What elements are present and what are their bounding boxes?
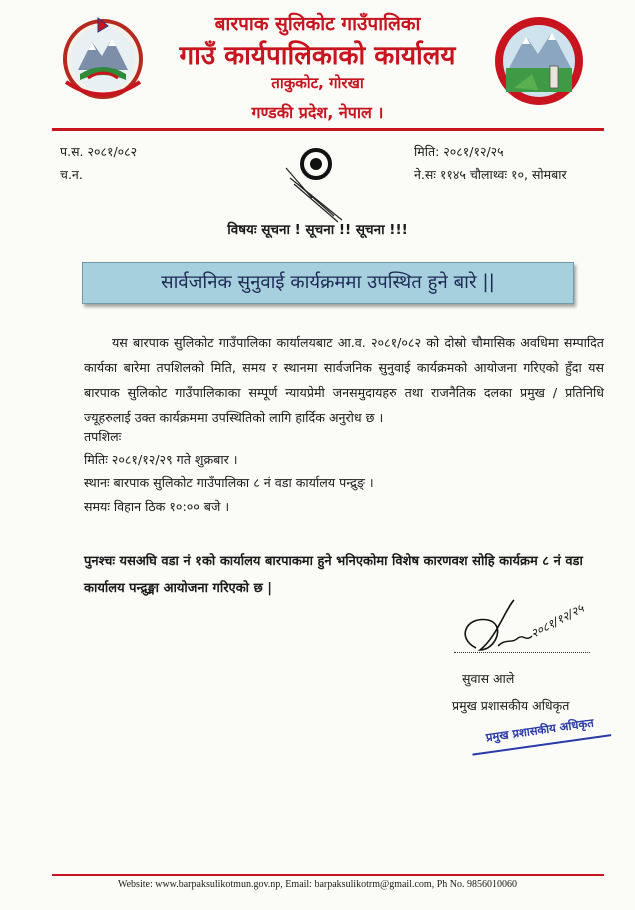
signature-line <box>454 652 590 653</box>
reference-number: प.स. २०८१/०८२ <box>60 144 138 159</box>
province-country: गण्डकी प्रदेश, नेपाल । <box>251 103 384 122</box>
event-time: समयः विहान ठिक १०:०० बजे । <box>84 499 230 514</box>
notice-body <box>84 330 604 430</box>
details-label: तपशिलः <box>84 429 122 444</box>
footer-contact: Website: www.barpaksulikotmun.gov.np, Email: barpaksulikotrm@gmail.com, Ph No. 9856010060 <box>117 879 517 890</box>
municipality-name: बारपाक सुलिकोट गाउँपालिका <box>214 13 421 35</box>
notice-title: सार्वजनिक सुनुवाई कार्यक्रममा उपस्थित हुने बारे || <box>161 272 495 293</box>
dispatch-number: च.न. <box>60 167 83 182</box>
office-seal-icon <box>272 138 360 230</box>
notice-title-banner <box>82 262 574 304</box>
footer-divider <box>52 874 604 876</box>
postscript: पुनश्चः यसअघि वडा नं १को कार्यालय बारपाकमा हुने भनिएकोमा विशेष कारणवश सोहि कार्यक्रम ८ नं वडा कार्यालय पन्द्रुङ्मा आयोजना गरिएको छ | <box>84 554 583 596</box>
letter-date: मिति: २०८१/१२/२५ <box>414 144 504 159</box>
header-divider <box>52 128 604 131</box>
event-place: स्थानः बारपाक सुलिकोट गाउँपालिका ८ नं वडा कार्यालय पन्द्रुङ् । <box>84 475 374 490</box>
signature-date: २०८१/१२/२५ <box>528 601 587 641</box>
office-address: ताकुकोट, गोरखा <box>271 74 364 92</box>
subject-line: विषयः सूचना ! सूचना !! सूचना !!! <box>227 222 408 238</box>
event-date: मितिः २०८१/१२/२९ गते शुक्रबार । <box>84 452 238 467</box>
signatory-title: प्रमुख प्रशासकीय अधिकृत <box>452 698 570 713</box>
notice-paragraph: यस बारपाक सुलिकोट गाउँपालिका कार्यालयबाट आ.व. २०८१/०८२ को दोस्रो चौमासिक अवधिमा सम्पादित कार्यका बारेमा तपशिलको मिति, समय र स्थानमा सार्वजनिक सुनुवाई कार्यक्रमको आयोजना गरिएको हुँदा यस बारपाक सुलिकोट गाउँपालिकाका सम्पूर्ण न्यायप्रेमी जनसमुदायहरु तथा राजनैतिक दलका प्रमुख / प्रतिनिधि ज्यूहरुलाई उक्त कार्यक्रममा उपस्थितिको लागि हार्दिक अनुरोध छ । <box>84 335 604 425</box>
nepal-sambat-date: ने.सः ११४५ चौलाथ्वः १०, सोमबार <box>414 167 567 182</box>
office-title: गाउँ कार्यपालिकाको कार्यालय <box>179 41 456 71</box>
designation-stamp: प्रमुख प्रशासकीय अधिकृत <box>469 708 612 755</box>
signatory-name: सुवास आले <box>462 671 515 686</box>
